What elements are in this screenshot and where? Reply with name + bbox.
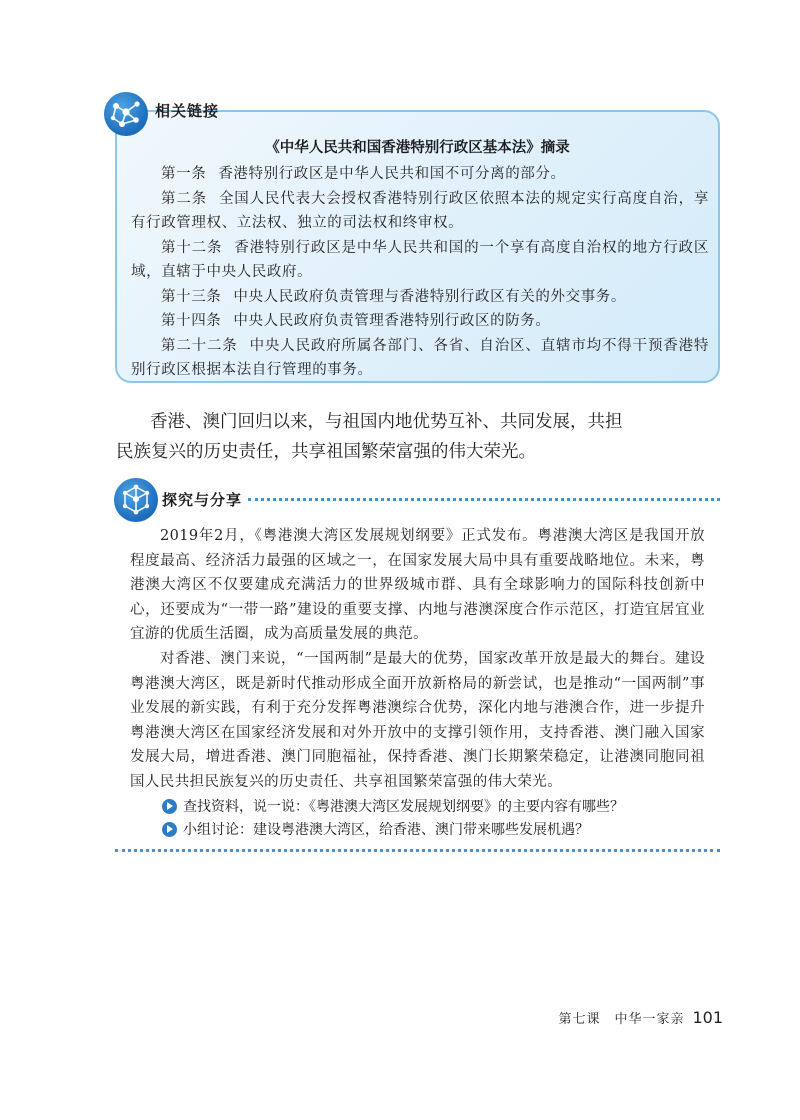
article-text: 全国人民代表大会授权香港特别行政区依照本法的规定实行高度自治，享有行政管理权、立法权、独立的司法权和终审权。 bbox=[131, 190, 709, 231]
article-1 bbox=[131, 162, 709, 187]
article-text: 中央人民政府负责管理与香港特别行政区有关的外交事务。 bbox=[233, 288, 627, 305]
article-number: 第十三条 bbox=[161, 288, 222, 305]
section-divider-top bbox=[248, 498, 720, 501]
network-nodes-icon bbox=[104, 92, 148, 136]
article-number: 第二条 bbox=[161, 190, 207, 207]
article-14 bbox=[131, 309, 709, 334]
page-footer bbox=[558, 1008, 723, 1027]
article-text: 香港特别行政区是中华人民共和国不可分离的部分。 bbox=[218, 166, 566, 182]
play-arrow-icon bbox=[162, 822, 177, 837]
explore-body bbox=[130, 524, 705, 795]
lesson-title: 第七课 中华一家亲 bbox=[558, 1012, 685, 1027]
article-2 bbox=[131, 187, 709, 236]
section-divider-bottom bbox=[115, 849, 720, 852]
article-number: 第十二条 bbox=[161, 239, 223, 256]
article-22 bbox=[131, 334, 709, 383]
related-link-box bbox=[115, 110, 720, 383]
play-arrow-icon bbox=[162, 799, 177, 814]
article-number: 第一条 bbox=[161, 166, 207, 182]
article-number: 第二十二条 bbox=[161, 337, 238, 354]
article-text: 中央人民政府负责管理香港特别行政区的防务。 bbox=[233, 313, 551, 329]
main-paragraph: 香港、澳门回归以来，与祖国内地优势互补、共同发展，共担民族复兴的历史责任，共享祖国繁荣富强的伟大荣光。 bbox=[116, 412, 623, 462]
article-number: 第十四条 bbox=[161, 313, 222, 329]
article-text: 香港特别行政区是中华人民共和国的一个享有高度自治权的地方行政区域，直辖于中央人民政府。 bbox=[131, 239, 709, 280]
task-text: 查找资料，说一说：《粤港澳大湾区发展规划纲要》的主要内容有哪些？ bbox=[183, 799, 624, 815]
task-item bbox=[162, 795, 624, 817]
article-12 bbox=[131, 236, 709, 285]
related-link-label: 相关链接 bbox=[155, 102, 220, 120]
explore-paragraph-1: 2019年2月，《粤港澳大湾区发展规划纲要》正式发布。粤港澳大湾区是我国开放程度最高、经济活力最强的区域之一，在国家发展大局中具有重要战略地位。未来，粤港澳大湾区不仅要建成充满活力的世界级城市群、具有全球影响力的国际科技创新中心，还要成为“一带一路”建设的重要支撑、内地与港澳深度合作示范区，打造宜居宜业宜游的优质生活圈，成为高质量发展的典范。 bbox=[130, 528, 705, 643]
cube-network-icon bbox=[114, 478, 158, 522]
article-13 bbox=[131, 285, 709, 310]
explore-paragraph-2: 对香港、澳门来说，“一国两制”是最大的优势，国家改革开放是最大的舞台。建设粤港澳大湾区，既是新时代推动形成全面开放新格局的新尝试，也是推动“一国两制”事业发展的新实践，有利于充分发挥粤港澳综合优势，深化内地与港澳合作，进一步提升粤港澳大湾区在国家经济发展和对外开放中的支撑引领作用，支持香港、澳门融入国家发展大局，增进香港、澳门同胞福祉，保持香港、澳门长期繁荣稳定，让港澳同胞同祖国人民共担民族复兴的历史责任、共享祖国繁荣富强的伟大荣光。 bbox=[130, 650, 705, 790]
explore-share-label: 探究与分享 bbox=[162, 491, 243, 509]
excerpt-title: 《中华人民共和国香港特别行政区基本法》摘录 bbox=[265, 140, 570, 156]
task-item bbox=[162, 818, 589, 840]
page-number: 101 bbox=[692, 1008, 723, 1027]
article-text: 中央人民政府所属各部门、各省、自治区、直辖市均不得干预香港特别行政区根据本法自行管理的事务。 bbox=[131, 337, 710, 378]
task-text: 小组讨论：建设粤港澳大湾区，给香港、澳门带来哪些发展机遇？ bbox=[183, 822, 589, 838]
